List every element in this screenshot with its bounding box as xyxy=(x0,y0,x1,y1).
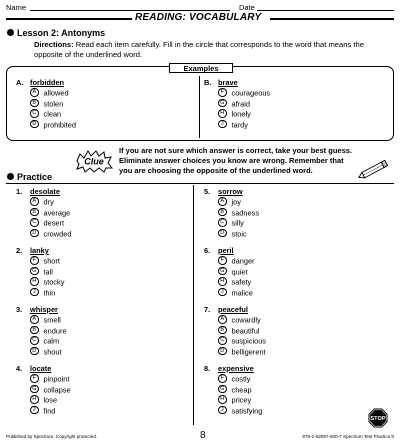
answer-text: prohibited xyxy=(43,120,76,130)
answer-text: costly xyxy=(231,374,251,384)
answer-option[interactable] xyxy=(30,109,61,119)
page-title: READING: VOCABULARY xyxy=(135,12,262,23)
answer-option[interactable] xyxy=(218,374,250,384)
lesson-heading xyxy=(7,28,105,38)
answer-bubble[interactable]: F xyxy=(218,88,227,97)
answer-option[interactable] xyxy=(30,120,76,130)
answer-option[interactable] xyxy=(30,406,55,416)
answer-text: stolen xyxy=(43,99,64,109)
copyright-text: Published by Spectrum. Copyright protected. xyxy=(6,434,98,439)
answer-option[interactable] xyxy=(218,406,262,416)
answer-text: malice xyxy=(231,288,253,298)
answer-bubble[interactable]: C xyxy=(30,336,39,345)
answer-bubble[interactable]: D xyxy=(218,229,227,238)
answer-bubble[interactable]: G xyxy=(218,385,227,394)
example-item xyxy=(204,78,374,130)
answer-option[interactable] xyxy=(218,99,250,109)
answer-bubble[interactable]: J xyxy=(218,406,227,415)
answer-text: silly xyxy=(231,218,244,228)
answer-option[interactable] xyxy=(218,208,259,218)
item-number: B. xyxy=(204,78,212,87)
underlined-word: brave xyxy=(218,78,238,87)
answer-text: joy xyxy=(231,197,241,207)
answer-text: suspicious xyxy=(231,336,267,346)
answer-option[interactable] xyxy=(218,288,253,298)
name-blank[interactable] xyxy=(30,10,230,11)
answer-bubble[interactable]: J xyxy=(30,288,39,297)
underlined-word: forbidden xyxy=(30,78,65,87)
answer-text: afraid xyxy=(231,99,250,109)
answer-bubble[interactable]: C xyxy=(30,218,39,227)
column-divider xyxy=(193,185,194,425)
answer-bubble[interactable]: A xyxy=(218,315,227,324)
answer-option[interactable] xyxy=(218,256,255,266)
answer-bubble[interactable]: J xyxy=(30,406,39,415)
answer-option[interactable] xyxy=(218,218,244,228)
answer-option[interactable] xyxy=(30,315,61,325)
underlined-word: expensive xyxy=(218,364,254,373)
example-item xyxy=(16,78,186,130)
practice-item xyxy=(16,246,186,298)
answer-text: calm xyxy=(43,336,60,346)
answer-text: thin xyxy=(43,288,56,298)
answer-bubble[interactable]: B xyxy=(30,99,39,108)
answer-bubble[interactable]: J xyxy=(218,288,227,297)
answer-text: short xyxy=(43,256,60,266)
answer-bubble[interactable]: B xyxy=(30,326,39,335)
answer-text: stoic xyxy=(231,229,247,239)
title-rule-left xyxy=(6,18,132,20)
examples-divider xyxy=(199,76,200,138)
answer-bubble[interactable]: F xyxy=(30,256,39,265)
answer-text: courageous xyxy=(231,88,271,98)
answer-option[interactable] xyxy=(30,395,57,405)
answer-bubble[interactable]: F xyxy=(218,256,227,265)
answer-text: dry xyxy=(43,197,54,207)
answer-text: quiet xyxy=(231,267,248,277)
answer-option[interactable] xyxy=(30,374,69,384)
answer-option[interactable] xyxy=(30,336,59,346)
answer-text: tardy xyxy=(231,120,248,130)
answer-bubble[interactable]: H xyxy=(218,277,227,286)
answer-bubble[interactable]: G xyxy=(218,267,227,276)
date-label: Date xyxy=(239,3,255,12)
answer-option[interactable] xyxy=(218,336,266,346)
directions xyxy=(34,40,394,59)
answer-text: lonely xyxy=(231,109,251,119)
answer-bubble[interactable]: H xyxy=(30,277,39,286)
answer-option[interactable] xyxy=(218,277,251,287)
answer-option[interactable] xyxy=(218,229,247,239)
stop-sign-icon xyxy=(368,408,388,428)
answer-option[interactable] xyxy=(218,385,252,395)
answer-option[interactable] xyxy=(30,218,64,228)
answer-bubble[interactable]: G xyxy=(30,385,39,394)
underlined-word: whisper xyxy=(30,305,58,314)
practice-heading xyxy=(7,172,52,182)
answer-bubble[interactable]: H xyxy=(218,395,227,404)
answer-text: average xyxy=(43,208,71,218)
answer-text: smell xyxy=(43,315,61,325)
underlined-word: desolate xyxy=(30,187,60,196)
item-number: 4. xyxy=(16,364,23,373)
answer-text: cowardly xyxy=(231,315,261,325)
answer-option[interactable] xyxy=(30,267,53,277)
answer-bubble[interactable]: H xyxy=(30,395,39,404)
practice-item xyxy=(204,305,374,357)
answer-text: sadness xyxy=(231,208,260,218)
answer-bubble[interactable]: J xyxy=(218,120,227,129)
answer-text: shout xyxy=(43,347,62,357)
practice-item xyxy=(204,364,374,416)
name-label: Name xyxy=(6,3,27,12)
examples-tab: Examples xyxy=(169,63,233,73)
answer-bubble[interactable]: H xyxy=(218,109,227,118)
answer-bubble[interactable]: G xyxy=(30,267,39,276)
answer-bubble[interactable]: D xyxy=(30,229,39,238)
stop-sign-text: STOP xyxy=(370,416,386,422)
item-number: 5. xyxy=(204,187,211,196)
answer-text: tall xyxy=(43,267,53,277)
answer-option[interactable] xyxy=(30,208,70,218)
practice-item xyxy=(16,305,186,357)
answer-option[interactable] xyxy=(218,347,266,357)
answer-option[interactable] xyxy=(218,88,270,98)
item-number: 8. xyxy=(204,364,211,373)
date-blank[interactable] xyxy=(257,10,394,11)
clue-text: If you are not sure which answer is correct, take your best guess. Eliminate answer choices you know are wrong. Remember that you are choosing the opposite of the underlined word. xyxy=(119,146,352,175)
practice-item xyxy=(204,246,374,298)
lesson-title: Lesson 2: Antonyms xyxy=(17,28,106,38)
practice-title: Practice xyxy=(17,172,53,182)
directions-label: Directions: xyxy=(34,40,74,49)
answer-option[interactable] xyxy=(30,229,71,239)
answer-option[interactable] xyxy=(218,109,251,119)
directions-text: Read each item carefully. Fill in the circle that corresponds to the word that means the opposite of the underlined word. xyxy=(34,40,364,59)
answer-text: cheap xyxy=(231,385,252,395)
answer-text: collapse xyxy=(43,385,71,395)
answer-option[interactable] xyxy=(30,256,60,266)
page-number: 8 xyxy=(200,430,206,441)
answer-bubble[interactable]: A xyxy=(30,197,39,206)
item-number: 1. xyxy=(16,187,23,196)
answer-bubble[interactable]: B xyxy=(218,208,227,217)
answer-bubble[interactable]: D xyxy=(30,120,39,129)
answer-option[interactable] xyxy=(218,197,241,207)
item-number: 2. xyxy=(16,246,23,255)
item-number: A. xyxy=(16,78,24,87)
answer-bubble[interactable]: D xyxy=(218,347,227,356)
answer-bubble[interactable]: C xyxy=(218,218,227,227)
answer-option[interactable] xyxy=(218,267,248,277)
practice-item xyxy=(204,187,374,239)
answer-bubble[interactable]: A xyxy=(218,197,227,206)
answer-option[interactable] xyxy=(30,385,71,395)
answer-text: desert xyxy=(43,218,65,228)
answer-text: satisfying xyxy=(231,406,263,416)
page-title-row xyxy=(6,12,394,26)
item-number: 3. xyxy=(16,305,23,314)
underlined-word: lanky xyxy=(30,246,49,255)
answer-option[interactable] xyxy=(30,88,69,98)
underlined-word: peril xyxy=(218,246,234,255)
answer-text: belligerent xyxy=(231,347,266,357)
answer-text: pinpoint xyxy=(43,374,70,384)
pencil-icon xyxy=(356,160,390,180)
answer-option[interactable] xyxy=(30,277,64,287)
underlined-word: sorrow xyxy=(218,187,243,196)
answer-bubble[interactable]: B xyxy=(30,208,39,217)
bullet-icon xyxy=(7,29,14,36)
answer-bubble[interactable]: D xyxy=(30,347,39,356)
answer-option[interactable] xyxy=(30,288,55,298)
answer-text: stocky xyxy=(43,277,65,287)
answer-text: safety xyxy=(231,277,252,287)
answer-text: danger xyxy=(231,256,255,266)
item-number: 6. xyxy=(204,246,211,255)
practice-rule xyxy=(6,183,394,184)
isbn-text: 978-1-62057-600-7 Spectrum Test Practice 8 xyxy=(302,434,394,439)
answer-text: find xyxy=(43,406,56,416)
answer-option[interactable] xyxy=(30,197,54,207)
answer-bubble[interactable]: C xyxy=(30,109,39,118)
bullet-icon xyxy=(7,173,14,180)
answer-option[interactable] xyxy=(218,120,248,130)
answer-bubble[interactable]: C xyxy=(218,336,227,345)
answer-text: crowded xyxy=(43,229,72,239)
answer-bubble[interactable]: A xyxy=(30,315,39,324)
answer-bubble[interactable]: F xyxy=(30,374,39,383)
clue-badge-icon xyxy=(74,149,114,173)
item-number: 7. xyxy=(204,305,211,314)
answer-bubble[interactable]: B xyxy=(218,326,227,335)
practice-item xyxy=(16,364,186,416)
answer-text: allowed xyxy=(43,88,69,98)
underlined-word: locate xyxy=(30,364,52,373)
answer-bubble[interactable]: F xyxy=(218,374,227,383)
answer-text: beautiful xyxy=(231,326,260,336)
answer-option[interactable] xyxy=(218,315,261,325)
practice-item xyxy=(16,187,186,239)
answer-option[interactable] xyxy=(30,347,62,357)
page-footer xyxy=(6,432,394,442)
title-rule-right xyxy=(270,18,394,20)
answer-bubble[interactable]: G xyxy=(218,99,227,108)
answer-text: lose xyxy=(43,395,58,405)
answer-bubble[interactable]: A xyxy=(30,88,39,97)
answer-text: clean xyxy=(43,109,62,119)
answer-option[interactable] xyxy=(30,326,67,336)
clue-badge-text: Clue xyxy=(84,156,104,167)
answer-option[interactable] xyxy=(218,326,259,336)
underlined-word: peaceful xyxy=(218,305,248,314)
answer-option[interactable] xyxy=(218,395,251,405)
answer-text: endure xyxy=(43,326,67,336)
answer-text: pricey xyxy=(231,395,252,405)
answer-option[interactable] xyxy=(30,99,63,109)
